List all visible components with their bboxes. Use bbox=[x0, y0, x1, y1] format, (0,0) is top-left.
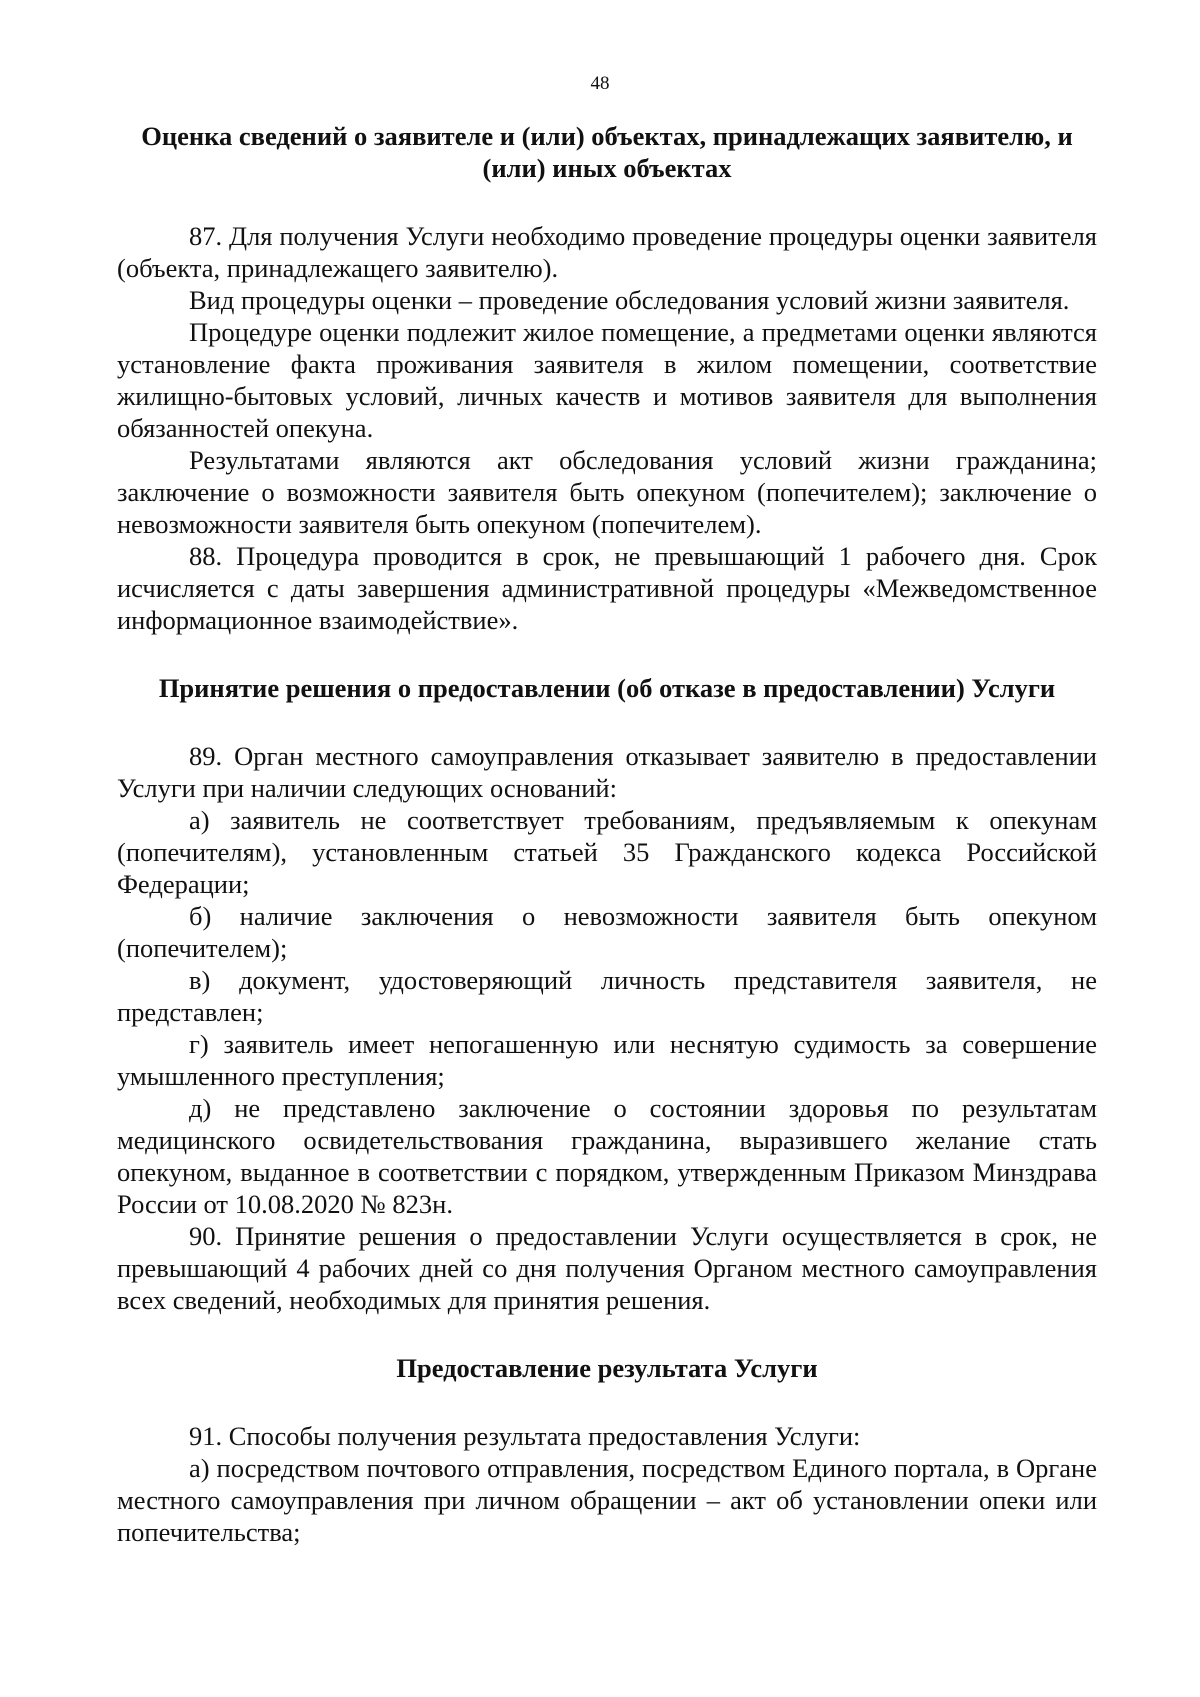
list-item-b-conclusion: б) наличие заключения о невозможности заявителя быть опекуном (попечителем); bbox=[117, 901, 1097, 963]
paragraph-88: 88. Процедура проводится в срок, не превышающий 1 рабочего дня. Срок исчисляется с даты завершения административной процедуры «Межведомственное информационное взаимодействие». bbox=[117, 541, 1097, 635]
section-spacer bbox=[117, 1384, 1097, 1420]
section-result-delivery bbox=[117, 1352, 1097, 1548]
paragraph-results: Результатами являются акт обследования условий жизни гражданина; заключение о возможности заявителя быть опекуном (попечителем); заключение о невозможности заявителя быть опекуном (попечителем). bbox=[117, 445, 1097, 539]
list-item-a-delivery-methods: а) посредством почтового отправления, посредством Единого портала, в Органе местного самоуправления при личном обращении – акт об установлении опеки или попечительства; bbox=[117, 1453, 1097, 1547]
section-spacer bbox=[117, 704, 1097, 740]
document-body bbox=[117, 120, 1097, 1548]
paragraph-89: 89. Орган местного самоуправления отказывает заявителю в предоставлении Услуги при наличии следующих оснований: bbox=[117, 741, 1097, 803]
paragraph-procedure-type: Вид процедуры оценки – проведение обследования условий жизни заявителя. bbox=[189, 285, 1070, 315]
paragraph-91: 91. Способы получения результата предоставления Услуги: bbox=[189, 1421, 861, 1451]
paragraph-assessment-subject: Процедуре оценки подлежит жилое помещение, а предметами оценки являются установление факта проживания заявителя в жилом помещении, соответствие жилищно-бытовых условий, личных качеств и мотивов заявителя для выполнения обязанностей опекуна. bbox=[117, 317, 1097, 443]
page-number: 48 bbox=[590, 73, 610, 94]
paragraph-87: 87. Для получения Услуги необходимо проведение процедуры оценки заявителя (объекта, принадлежащего заявителю). bbox=[117, 221, 1097, 283]
section-spacer bbox=[117, 184, 1097, 220]
list-item-g-criminal-record: г) заявитель имеет непогашенную или неснятую судимость за совершение умышленного преступления; bbox=[117, 1029, 1097, 1091]
list-item-a-requirements: а) заявитель не соответствует требованиям, предъявляемым к опекунам (попечителям), установленным статьей 35 Гражданского кодекса Российской Федерации; bbox=[117, 805, 1097, 899]
section-assessment bbox=[117, 120, 1097, 636]
list-item-d-health-conclusion: д) не представлено заключение о состоянии здоровья по результатам медицинского освидетельствования гражданина, выразившего желание стать опекуном, выданное в соответствии с порядком, утвержденным Приказом Минздрава России от 10.08.2020 № 823н. bbox=[117, 1093, 1097, 1219]
section-heading-result-delivery: Предоставление результата Услуги bbox=[396, 1353, 818, 1383]
list-item-v-identity-document: в) документ, удостоверяющий личность представителя заявителя, не представлен; bbox=[117, 965, 1097, 1027]
paragraph-90: 90. Принятие решения о предоставлении Услуги осуществляется в срок, не превышающий 4 рабочих дней со дня получения Органом местного самоуправления всех сведений, необходимых для принятия решения. bbox=[117, 1221, 1097, 1315]
section-decision bbox=[117, 672, 1097, 1316]
section-heading-decision: Принятие решения о предоставлении (об отказе в предоставлении) Услуги bbox=[158, 673, 1056, 703]
section-heading-assessment: Оценка сведений о заявителе и (или) объектах, принадлежащих заявителю, и (или) иных объектах bbox=[141, 121, 1073, 183]
